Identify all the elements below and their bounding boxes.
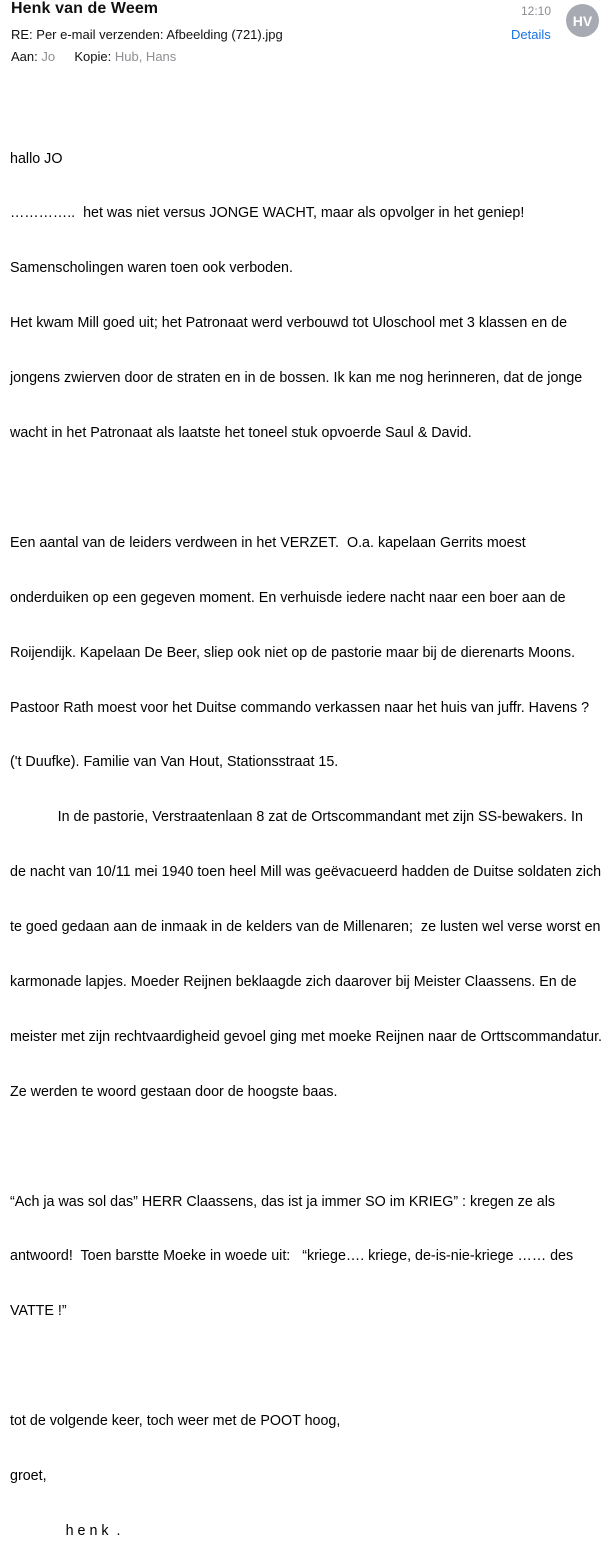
body-line [10, 1357, 600, 1375]
body-line: antwoord! Toen barstte Moeke in woede uit: “kriege…. kriege, de-is-nie-kriege …… des [10, 1248, 574, 1265]
body-line: Een aantal van de leiders verdween in het VERZET. O.a. kapelaan Gerrits moest [10, 534, 526, 551]
body-line: VATTE !” [10, 1303, 67, 1320]
body-line: meister met zijn rechtvaardigheid gevoel ging met moeke Reijnen naar de Orttscommandatur. [10, 1028, 602, 1045]
body-line: Roijendijk. Kapelaan De Beer, sliep ook niet op de pastorie maar bij de dierenarts Moons. [10, 644, 576, 661]
signature-line: h e n k . [10, 1522, 121, 1539]
sender-name: Henk van de Weem [11, 0, 159, 17]
body-line: ………….. het was niet versus JONGE WACHT, maar als opvolger in het geniep! [10, 205, 525, 222]
body-line: onderduiken op een gegeven moment. En verhuisde iedere nacht naar een boer aan de [10, 589, 566, 606]
body-line: Pastoor Rath moest voor het Duitse commando verkassen naar het huis van juffr. Havens ? [10, 699, 590, 716]
body-line [10, 1138, 600, 1156]
body-line: de nacht van 10/11 mei 1940 toen heel Mill was geëvacueerd hadden de Duitse soldaten zich [10, 864, 602, 881]
body-line: karmonade lapjes. Moeder Reijnen beklaagde zich daarover bij Meister Claassens. En de [10, 973, 577, 990]
email-body [10, 113, 600, 1558]
body-line: jongens zwierven door de straten en in de bossen. Ik kan me nog herinneren, dat de jonge [10, 370, 583, 387]
email-header [0, 0, 600, 74]
body-line: te goed gedaan aan de inmaak in de kelders van de Millenaren; ze lusten wel verse worst en [10, 919, 601, 936]
body-line: groet, [10, 1467, 47, 1484]
body-line: Ze werden te woord gestaan door de hoogste baas. [10, 1083, 338, 1100]
body-line: Samenscholingen waren toen ook verboden. [10, 260, 293, 277]
avatar[interactable]: HV [566, 4, 599, 37]
body-line: Het kwam Mill goed uit; het Patronaat werd verbouwd tot Uloschool met 3 klassen en de [10, 315, 568, 332]
to-label: Aan: [11, 49, 38, 64]
cc-label: Kopie: [74, 49, 112, 64]
details-link[interactable]: Details [511, 27, 551, 42]
body-line: In de pastorie, Verstraatenlaan 8 zat de Ortscommandant met zijn SS-bewakers. In [10, 809, 583, 826]
body-line: hallo JO [10, 150, 63, 167]
body-line: ('t Duufke). Familie van Van Hout, Stationsstraat 15. [10, 754, 339, 771]
received-time: 12:10 [521, 4, 552, 18]
body-line: “Ach ja was sol das” HERR Claassens, das ist ja immer SO im KRIEG” : kregen ze als [10, 1193, 556, 1210]
cc-recipients[interactable]: Hub, Hans [114, 49, 177, 64]
to-recipient[interactable]: Jo [41, 49, 56, 64]
body-line: wacht in het Patronaat als laatste het toneel stuk opvoerde Saul & David. [10, 425, 472, 442]
body-line [10, 479, 600, 497]
email-subject: RE: Per e-mail verzenden: Afbeelding (721).jpg [11, 27, 283, 42]
body-line: tot de volgende keer, toch weer met de POOT hoog, [10, 1413, 341, 1430]
recipients-line [11, 49, 176, 64]
